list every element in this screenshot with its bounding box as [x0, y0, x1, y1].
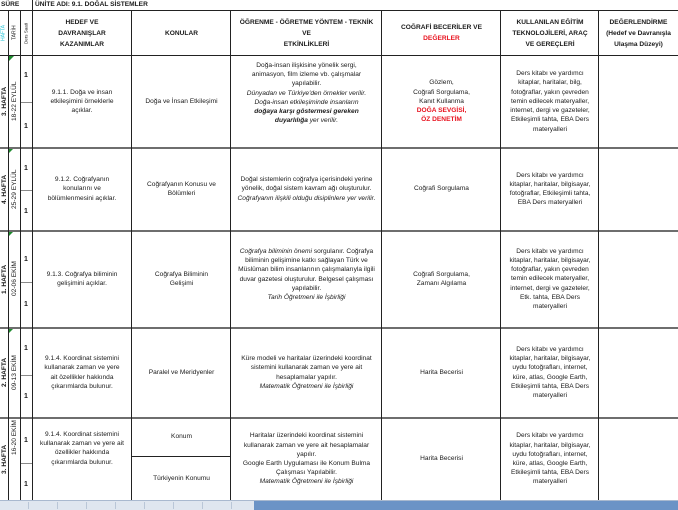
sheet-tab[interactable]: [116, 502, 145, 509]
yontem-header-line: VE: [302, 29, 311, 37]
ders-saati-cell: 1: [24, 123, 28, 130]
kazanim-cell: 9.1.4. Koordinat sistemini kullanarak zaman ve yere ait özellikler hakkında çıkarımlarda bulunur.: [44, 355, 120, 390]
konu-cell: Coğrafya Biliminin Gelişimi: [154, 270, 209, 287]
yontem-line: yer verilir.: [307, 117, 339, 125]
hedef-header-line: HEDEF VE: [65, 18, 99, 26]
yontem-line: Matematik Öğretmeni ile İşbirliği: [259, 382, 354, 390]
beceri-item: Coğrafi Sorgulama,: [413, 88, 470, 96]
yontem-line: Tarih Öğretmeni ile İşbirliği: [267, 294, 346, 302]
beceriler-header-line: COĞRAFİ BECERİLER VE: [401, 24, 482, 31]
kazanim-cell: 9.1.4. Koordinat sistemini kullanarak zaman ve yere ait özellikler hakkında çıkarımlarda bulunur.: [40, 431, 124, 466]
sheet-tab[interactable]: [29, 502, 58, 509]
beceri-cell: [382, 231, 501, 327]
yontem-cell: [231, 148, 382, 230]
hafta-header: HAFTA: [0, 24, 7, 42]
tarih-cell: 25-29 EYLÜL: [11, 169, 18, 209]
degerlendirme-header-line: (Hedef ve Davranışla: [606, 29, 671, 37]
yontem-line: Doğa-insan ilişkisine yönelik sergi, animasyon, film izleme vb. çalışmalar yapılabilir.: [251, 62, 362, 88]
yontem-line: sorgulanır. Coğrafya biliminin gelişimine katkı sağlayan Türk ve Müslüman bilim insanlarının çalışmalarıyla ilgili duvar gazetesi oluşturulur. Belgesel çalışması yapılabilir.: [238, 248, 375, 292]
yontem-cell: [231, 328, 382, 417]
tarih-cell: 16-20 EKİM: [11, 420, 18, 456]
ders-saati-cell: 1: [24, 256, 28, 263]
yontem-header: [231, 11, 382, 55]
ders-saati-cell: 1: [24, 393, 28, 400]
degerlendirme-cell: [599, 148, 678, 230]
beceri-item: Gözlem,: [429, 79, 454, 87]
beceri-cell: Coğrafi Sorgulama: [414, 185, 469, 193]
beceri-item: Kanıt Kullanma: [419, 97, 464, 105]
arac-cell: Ders kitabı ve yardımcı kitaplar, haritalar, bilgisayar, uydu fotoğrafları, internet, küre, atlas, Google Earth, Etkileşimli tahta, EBA Ders materyalleri: [509, 345, 591, 399]
yontem-header-line: ÖĞRENME - ÖĞRETME YÖNTEM - TEKNİK: [239, 18, 374, 26]
ders-saati-cell: 1: [24, 437, 28, 444]
hafta-cell: 3. HAFTA: [1, 86, 8, 117]
beceri-cell: Harita Becerisi: [420, 368, 463, 376]
hedef-header: [32, 11, 132, 55]
konu-cell: Konum: [171, 433, 192, 441]
beceri-item: Zamanı Algılama: [416, 280, 467, 287]
degerler-header-line: DEĞERLER: [423, 35, 460, 42]
degerlendirme-header: [599, 11, 678, 55]
degerlendirme-cell: [599, 418, 678, 500]
ders-saati-cell: 1: [24, 208, 28, 215]
tarih-cell: 02-06 EKİM: [11, 261, 18, 297]
yontem-header-line: ETKİNLİKLERİ: [283, 40, 330, 48]
tarih-header: TARİH: [11, 25, 18, 41]
deger-item: ÖZ DENETİM: [421, 116, 462, 124]
sheet-tab[interactable]: [58, 502, 87, 509]
tarih-cell: 18-22 EYLÜL: [11, 81, 18, 122]
konular-header: KONULAR: [165, 29, 198, 37]
konu-cell: Doğa ve İnsan Etkileşimi: [145, 97, 218, 105]
ders-saati-cell: 1: [24, 345, 28, 352]
hafta-cell: 1. HAFTA: [1, 264, 8, 294]
teknoloji-header-line: KULLANILAN EĞİTİM: [516, 18, 584, 26]
yontem-cell: [231, 231, 382, 327]
sheet-tab[interactable]: [174, 502, 203, 509]
deger-item: DOĞA SEVGİSİ,: [416, 107, 467, 115]
yontem-line: Dünyadan ve Türkiye'den örnekler verilir.: [246, 89, 367, 97]
sure-label: SÜRE: [1, 1, 20, 8]
arac-cell: Ders kitabı ve yardımcı kitaplar, haritalar, bilgisayar, uydu fotoğrafları, internet, küre, atlas, Google Earth, Etkileşimli tahta, EBA Ders materyalleri: [509, 432, 591, 486]
beceri-cell: Harita Becerisi: [420, 455, 463, 463]
konu-cell: Paralel ve Meridyenler: [148, 368, 215, 376]
hafta-cell: 2. HAFTA: [1, 357, 8, 388]
arac-cell: Ders kitabı ve yardımcı kitaplar, haritalar, bilg, fotoğraflar, yakın çevreden temin edilecek materyaller, internet, dergi ve gazeteler, Etkileşimli tahta, EBA Ders materyalleri: [510, 70, 590, 133]
teknoloji-header: [501, 11, 599, 55]
hedef-header-line: KAZANIMLAR: [60, 40, 104, 48]
unit-title: ÜNİTE ADI: 9.1. DOĞAL SİSTEMLER: [35, 1, 148, 8]
ders-saati-cell: 1: [24, 72, 28, 79]
konu-cell: Coğrafyanın Konusu ve Bölümleri: [147, 180, 216, 197]
konu-cell: Türkiyenin Konumu: [153, 474, 210, 482]
yontem-line: Coğrafyanın ilişkili olduğu disiplinlere yer verilir.: [237, 194, 376, 202]
beceri-cell: [382, 56, 501, 147]
yontem-line: Doğal sistemlerin coğrafya içerisindeki yerine yönelik, doğal sistem kavram ağı oluşturulur.: [240, 176, 373, 193]
ders-saati-cell: 1: [24, 481, 28, 488]
yontem-cell: [231, 418, 382, 500]
yontem-emphasis: doğaya karşı göstermesi gereken duyarlılığa: [254, 108, 359, 125]
ders-saati-cell: 1: [24, 301, 28, 308]
yontem-line: Haritalar üzerindeki koordinat sistemini kullanarak zaman ve yere ait hesaplamalar yapılır.: [243, 432, 370, 458]
degerlendirme-cell: [599, 56, 678, 147]
kazanim-cell: 9.1.3. Coğrafya biliminin gelişimini açıklar.: [46, 270, 118, 287]
degerlendirme-header-line: Ulaşma Düzeyi): [614, 40, 663, 48]
yontem-cell: [231, 56, 382, 147]
sheet-tab[interactable]: [203, 502, 232, 509]
yontem-line: Coğrafya biliminin önemi: [239, 248, 312, 255]
ders-saati-cell: 1: [24, 165, 28, 172]
hafta-cell: 4. HAFTA: [1, 174, 8, 204]
teknoloji-header-line: VE GEREÇLERİ: [525, 40, 575, 48]
yontem-line: Google Earth Uygulaması ile Konum Bulma Çalışması Yapılabilir.: [242, 460, 371, 477]
comment-marker-icon: [9, 56, 14, 61]
beceri-item: Coğrafi Sorgulama,: [413, 270, 470, 278]
beceriler-header: [382, 11, 501, 55]
kazanim-cell: 9.1.1. Doğa ve insan etkileşimini örneklerle açıklar.: [50, 88, 114, 115]
kazanim-cell: 9.1.2. Coğrafyanın konularını ve bölümlenmesini açıklar.: [47, 176, 117, 202]
ders-saati-header: Ders Saati: [23, 22, 29, 44]
hedef-header-line: DAVRANIŞLAR: [58, 29, 106, 37]
yontem-line: Küre modeli ve haritalar üzerindeki koordinat sistemini kullanarak zaman ve yere ait hesaplamalar yapılır.: [241, 355, 372, 381]
tarih-cell: 09-13 EKİM: [11, 355, 18, 390]
degerlendirme-cell: [599, 328, 678, 417]
degerlendirme-header-line: DEĞERLENDİRME: [609, 18, 668, 26]
yontem-line: Doğa-insan etkileşiminde insanların: [254, 98, 359, 106]
yontem-line: Matematik Öğretmeni ile İşbirliği: [259, 478, 354, 486]
sheet-tab[interactable]: [0, 502, 29, 509]
degerlendirme-cell: [599, 231, 678, 327]
sheet-tab[interactable]: [145, 502, 174, 509]
hafta-cell: 3. HAFTA: [1, 444, 8, 474]
arac-cell: Ders kitabı ve yardımcı kitaplar, haritalar, bilgisayar, fotoğraflar, yakın çevreden temin edilecek materyaller, internet, dergi ve gazeteler, Etk. tahta, EBA Ders materyalleri: [509, 247, 591, 310]
sheet-tab[interactable]: [87, 502, 116, 509]
teknoloji-header-line: TEKNOLOJİLERİ, ARAÇ: [512, 29, 588, 37]
arac-cell: Ders kitabı ve yardımcı kitaplar, haritalar, bilgisayar, fotoğraflar, Etkileşimli tahta, EBA Ders materyalleri: [509, 171, 591, 207]
